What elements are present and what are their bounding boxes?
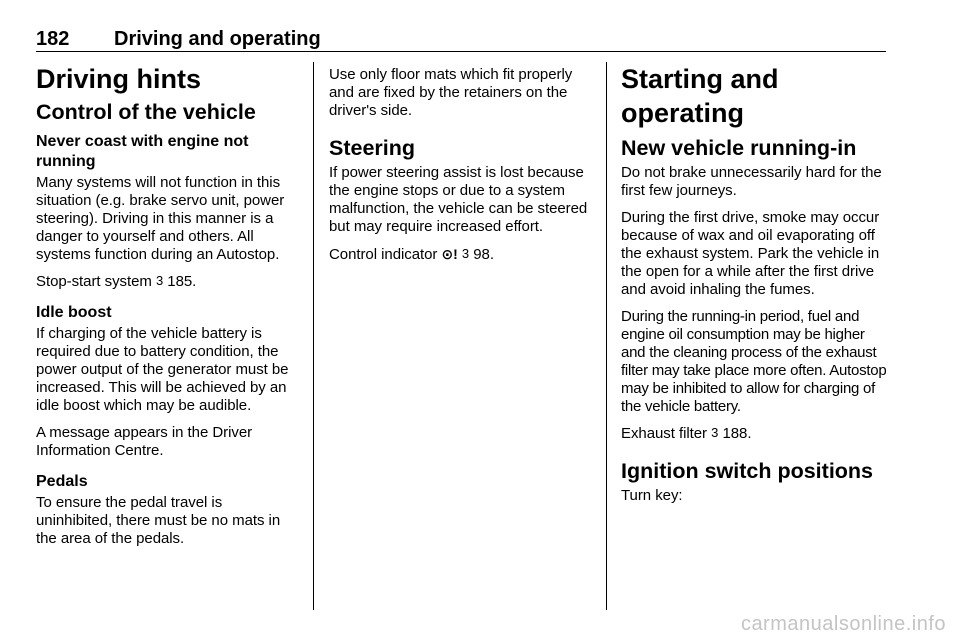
section-title-starting: Starting and operating: [621, 64, 779, 128]
subsection-title-ignition: Ignition switch positions: [621, 459, 874, 483]
paragraph-exhaust-filter-ref: [621, 425, 891, 443]
column-divider-left: [313, 62, 314, 610]
paragraph-never-coast: Many systems will not function in this situation (e.g. brake servo unit, power steering). Driving in this manner is a danger to yourself and others. All systems function during an Autostop.: [36, 174, 285, 263]
ref-text: Stop-start system: [36, 273, 152, 290]
column-2: [329, 66, 594, 273]
paragraph-consumption: During the running-in period, fuel and engine oil consumption may be higher and the cleaning process of the exhaust filter may take place more often. Autostop may be inhibited to allow for charging of the vehicle battery.: [621, 308, 887, 415]
steering-warning-icon: ⊙!: [441, 246, 458, 262]
section-title-driving-hints: Driving hints: [36, 64, 202, 94]
heading-never-coast: Never coast with engine not running: [36, 133, 249, 170]
page-number: 182: [36, 28, 70, 50]
subsection-title-steering: Steering: [329, 136, 416, 160]
paragraph-floor-mats: Use only floor mats which fit properly and are fixed by the retainers on the driver's side.: [329, 66, 573, 119]
paragraph-idle-boost: If charging of the vehicle battery is required due to battery condition, the power output of the generator must be increased. This will be achieved by an idle boost which may be audible.: [36, 325, 289, 414]
column-1: [36, 62, 302, 557]
ref-page-link[interactable]: 98.: [473, 246, 494, 263]
paragraph-message-dic: A message appears in the Driver Information Centre.: [36, 424, 253, 459]
ref-page-link[interactable]: 188.: [722, 425, 752, 442]
running-title: Driving and operating: [114, 28, 321, 50]
column-divider-right: [606, 62, 607, 610]
paragraph-turn-key: Turn key:: [621, 487, 683, 504]
heading-idle-boost: Idle boost: [36, 304, 112, 321]
heading-pedals: Pedals: [36, 473, 88, 490]
page-ref-icon: 3: [461, 246, 470, 261]
subsection-title-control: Control of the vehicle: [36, 100, 256, 124]
header-rule: [36, 51, 886, 52]
ref-text: Exhaust filter: [621, 425, 708, 442]
paragraph-steering: If power steering assist is lost because the engine stops or due to a system malfunction, the vehicle can be steered but may require increased effort.: [329, 164, 588, 235]
paragraph-smoke: During the first drive, smoke may occur because of wax and oil evaporating off the exhaust system. Park the vehicle in the open for a while after the first drive and avoid inhaling the fumes.: [621, 209, 880, 298]
watermark: carmanualsonline.info: [740, 613, 946, 635]
page-header: [36, 28, 886, 52]
ref-text: Control indicator: [329, 246, 438, 263]
paragraph-pedals: To ensure the pedal travel is uninhibited, there must be no mats in the area of the pedals.: [36, 494, 281, 547]
paragraph-control-indicator: [329, 245, 594, 264]
paragraph-stop-start-ref: [36, 273, 302, 291]
column-3: [621, 62, 891, 514]
page-ref-icon: 3: [711, 425, 719, 440]
paragraph-brake: Do not brake unnecessarily hard for the first few journeys.: [621, 164, 882, 199]
subsection-title-running-in: New vehicle running-in: [621, 136, 857, 160]
page-ref-icon: 3: [155, 273, 164, 288]
ref-page-link[interactable]: 185.: [167, 273, 197, 290]
